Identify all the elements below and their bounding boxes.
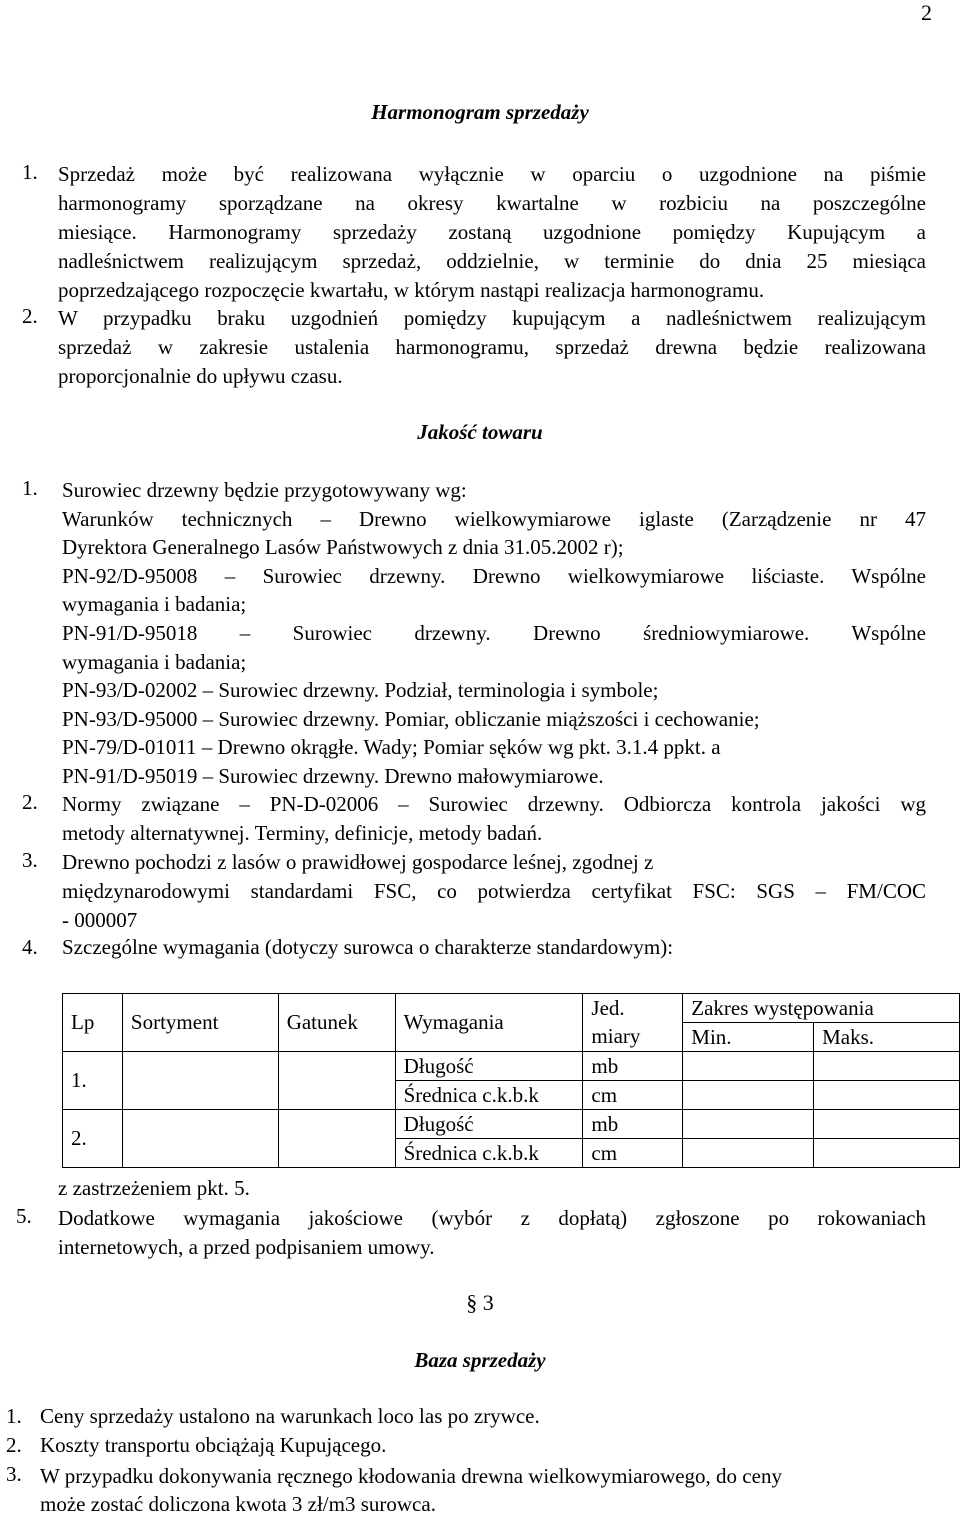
- baza-item3: [40, 1462, 930, 1518]
- row-sortyment: [122, 1110, 278, 1168]
- jakosc-item4: Szczególne wymagania (dotyczy surowca o charakterze standardowym):: [62, 935, 674, 959]
- text-line: sprzedaż w zakresie ustalenia harmonogramu, sprzedaż drewna będzie realizowana: [58, 335, 926, 359]
- row-unit: cm: [583, 1139, 683, 1168]
- page-number: 2: [921, 0, 932, 25]
- jakosc-item3-number: 3.: [22, 848, 38, 872]
- row-gatunek: [278, 1052, 395, 1110]
- baza-item1-number: 1.: [6, 1404, 22, 1428]
- jakosc-item2: [62, 790, 926, 848]
- row-unit: mb: [583, 1110, 683, 1139]
- text-line: PN-91/D-95018 – Surowiec drzewny. Drewno średniowymiarowe. Wspólne: [62, 620, 926, 645]
- text-line: metody alternatywnej. Terminy, definicje, metody badań.: [62, 821, 543, 845]
- text-line: PN-93/D-02002 – Surowiec drzewny. Podział, terminologia i symbole;: [62, 678, 659, 703]
- harmonogram-item1: [58, 160, 926, 305]
- row-maks: [814, 1081, 960, 1110]
- jakosc-item1-number: 1.: [22, 476, 38, 500]
- row-sortyment: [122, 1052, 278, 1110]
- row-lp: 1.: [63, 1052, 123, 1110]
- text-line: Drewno pochodzi z lasów o prawidłowej gospodarce leśnej, zgodnej z: [62, 850, 654, 874]
- text-line: PN-92/D-95008 – Surowiec drzewny. Drewno wielkowymiarowe liściaste. Wspólne: [62, 563, 926, 588]
- row-unit: mb: [583, 1052, 683, 1081]
- row-requirement: Średnica c.k.b.k: [395, 1081, 583, 1110]
- text-line: wymagania i badania;: [62, 649, 247, 674]
- header-lp: Lp: [63, 994, 123, 1052]
- jakosc-item3: [62, 848, 926, 935]
- header-wymagania: Wymagania: [395, 994, 583, 1052]
- row-min: [683, 1110, 814, 1139]
- text-line: internetowych, a przed podpisaniem umowy.: [58, 1235, 435, 1259]
- header-zakres: Zakres występowania: [683, 994, 960, 1023]
- row-unit: cm: [583, 1081, 683, 1110]
- text-line: proporcjonalnie do upływu czasu.: [58, 364, 343, 388]
- row-lp: 2.: [63, 1110, 123, 1168]
- header-gatunek: Gatunek: [278, 994, 395, 1052]
- text-line: międzynarodowymi standardami FSC, co potwierdza certyfikat FSC: SGS – FM/COC: [62, 879, 926, 903]
- text-line: PN-91/D-95019 – Surowiec drzewny. Drewno małowymiarowe.: [62, 763, 604, 788]
- text-line: Warunków technicznych – Drewno wielkowymiarowe iglaste (Zarządzenie nr 47: [62, 506, 926, 531]
- text-line: PN-93/D-95000 – Surowiec drzewny. Pomiar, obliczanie miąższości i cechowanie;: [62, 706, 760, 731]
- harmonogram-item2-number: 2.: [22, 304, 38, 328]
- jakosc-heading: Jakość towaru: [417, 420, 543, 444]
- row-gatunek: [278, 1110, 395, 1168]
- table-note: z zastrzeżeniem pkt. 5.: [58, 1176, 250, 1200]
- text-line: W przypadku braku uzgodnień pomiędzy kupującym a nadleśnictwem realizującym: [58, 306, 926, 330]
- jakosc-item2-number: 2.: [22, 790, 38, 814]
- text-line: może zostać doliczona kwota 3 zł/m3 surowca.: [40, 1492, 436, 1516]
- header-miary: miary: [583, 1023, 683, 1052]
- text-line: Surowiec drzewny będzie przygotowywany wg:: [62, 478, 467, 502]
- header-min: Min.: [683, 1023, 814, 1052]
- jakosc-item4-number: 4.: [22, 935, 38, 959]
- row-maks: [814, 1052, 960, 1081]
- harmonogram-heading: Harmonogram sprzedaży: [371, 100, 589, 124]
- text-line: miesiące. Harmonogramy sprzedaży zostaną uzgodnione pomiędzy Kupującym a: [58, 220, 926, 244]
- row-maks: [814, 1110, 960, 1139]
- jakosc-item5-number: 5.: [16, 1204, 32, 1228]
- baza-item3-number: 3.: [6, 1462, 22, 1486]
- jakosc-item1: [62, 476, 926, 791]
- text-line: Sprzedaż może być realizowana wyłącznie w oparciu o uzgodnione na piśmie: [58, 162, 926, 186]
- row-min: [683, 1081, 814, 1110]
- table-row: [63, 1052, 960, 1081]
- text-line: - 000007: [62, 908, 138, 932]
- harmonogram-item2: [58, 304, 926, 391]
- text-line: nadleśnictwem realizującym sprzedaż, oddzielnie, w terminie do dnia 25 miesiąca: [58, 249, 926, 273]
- requirements-table: [62, 993, 960, 1168]
- header-sortyment: Sortyment: [122, 994, 278, 1052]
- text-line: harmonogramy sporządzane na okresy kwartalne w rozbiciu na poszczególne: [58, 191, 926, 215]
- text-line: PN-79/D-01011 – Drewno okrągłe. Wady; Pomiar sęków wg pkt. 3.1.4 ppkt. a: [62, 735, 721, 760]
- text-line: Normy związane – PN-D-02006 – Surowiec drzewny. Odbiorcza kontrola jakości wg: [62, 792, 926, 816]
- baza-item2: Koszty transportu obciążają Kupującego.: [40, 1433, 387, 1457]
- row-min: [683, 1052, 814, 1081]
- header-jed: Jed.: [583, 994, 683, 1023]
- text-line: W przypadku dokonywania ręcznego kłodowania drewna wielkowymiarowego, do ceny: [40, 1464, 782, 1488]
- text-line: wymagania i badania;: [62, 592, 247, 617]
- row-requirement: Długość: [395, 1110, 583, 1139]
- text-line: Dyrektora Generalnego Lasów Państwowych z dnia 31.05.2002 r);: [62, 535, 624, 560]
- text-line: poprzedzającego rozpoczęcie kwartału, w którym nastąpi realizacja harmonogramu.: [58, 278, 765, 302]
- baza-heading: Baza sprzedaży: [414, 1348, 546, 1372]
- jakosc-item5: [58, 1204, 926, 1262]
- header-maks: Maks.: [814, 1023, 960, 1052]
- text-line: Dodatkowe wymagania jakościowe (wybór z dopłatą) zgłoszone po rokowaniach: [58, 1206, 926, 1230]
- section-mark: § 3: [466, 1290, 494, 1315]
- row-requirement: Średnica c.k.b.k: [395, 1139, 583, 1168]
- baza-item1: Ceny sprzedaży ustalono na warunkach loco las po zrywce.: [40, 1404, 540, 1428]
- harmonogram-item1-number: 1.: [22, 160, 38, 184]
- row-requirement: Długość: [395, 1052, 583, 1081]
- baza-item2-number: 2.: [6, 1433, 22, 1457]
- row-min: [683, 1139, 814, 1168]
- table-row: [63, 1110, 960, 1139]
- row-maks: [814, 1139, 960, 1168]
- table-header-row: [63, 994, 960, 1023]
